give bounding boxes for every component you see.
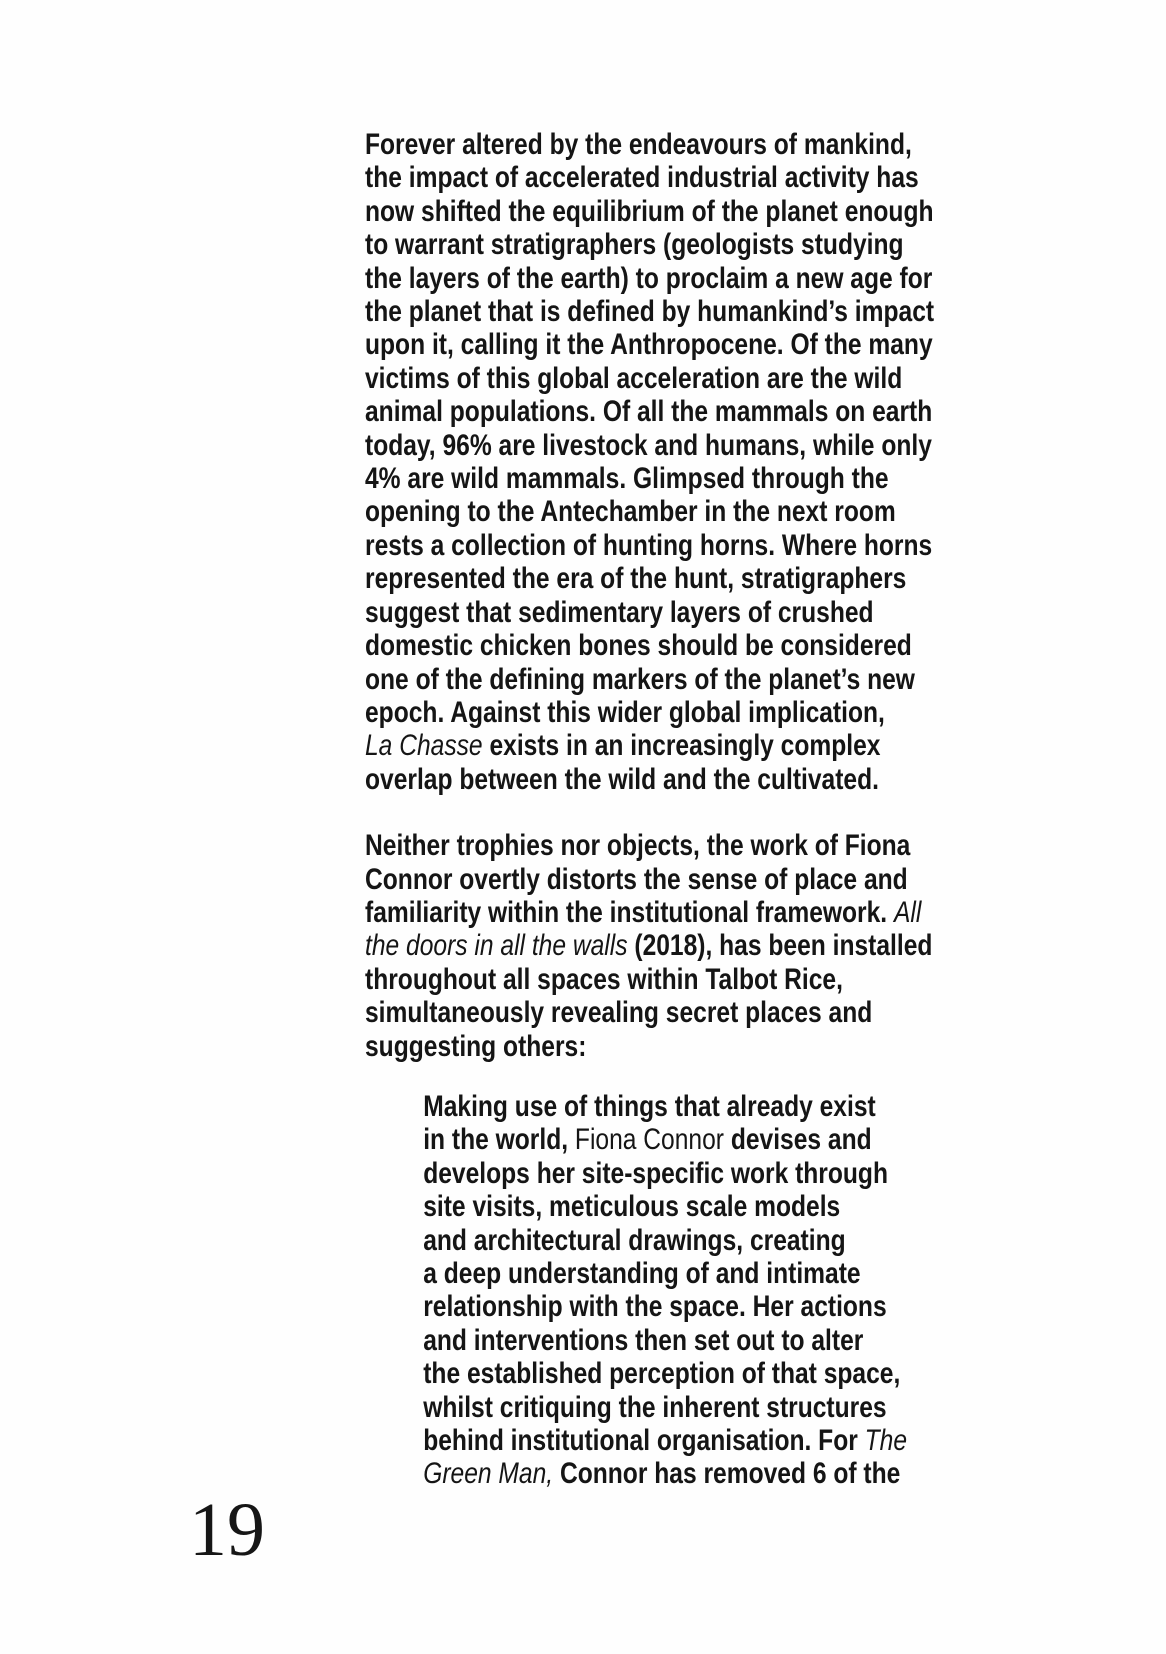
text-line xyxy=(423,1324,934,1357)
text-run: All xyxy=(893,895,922,929)
text-run: Neither trophies nor objects, the work of Fiona xyxy=(365,829,911,863)
text-line xyxy=(365,328,934,361)
text-run: the established perception of that space, xyxy=(423,1357,901,1391)
text-run: Connor overtly distorts the sense of place and xyxy=(365,862,908,896)
text-line xyxy=(423,1457,934,1490)
text-line xyxy=(365,462,934,495)
text-run: a deep understanding of and intimate xyxy=(423,1257,861,1290)
text-line xyxy=(423,1123,934,1156)
text-run: familiarity within the institutional framework. xyxy=(365,895,894,929)
text-line xyxy=(365,362,934,395)
text-run: Fiona Connor xyxy=(574,1123,724,1157)
text-run: Forever altered by the endeavours of mankind, xyxy=(365,128,912,161)
text-run: the doors in all the walls xyxy=(365,929,628,963)
text-run: throughout all spaces within Talbot Rice, xyxy=(365,962,843,996)
text-line xyxy=(365,696,934,729)
text-run: (2018), has been installed xyxy=(627,929,933,963)
text-run: and interventions then set out to alter xyxy=(423,1323,864,1357)
text-run: opening to the Antechamber in the next room xyxy=(365,495,896,529)
text-line xyxy=(365,429,934,462)
text-line xyxy=(423,1257,934,1290)
text-line xyxy=(365,495,934,528)
text-line xyxy=(423,1357,934,1390)
text-run: suggesting others: xyxy=(365,1029,587,1063)
text-line xyxy=(423,1224,934,1257)
text-run: to warrant stratigraphers (geologists studying xyxy=(365,228,904,262)
text-run: overlap between the wild and the cultivated. xyxy=(365,762,879,796)
paragraph-anthropocene xyxy=(365,128,934,796)
text-line xyxy=(365,729,934,762)
text-line xyxy=(365,629,934,662)
text-line xyxy=(365,663,934,696)
text-line xyxy=(423,1424,934,1457)
text-run: today, 96% are livestock and humans, while only xyxy=(365,428,932,462)
text-run: represented the era of the hunt, stratigraphers xyxy=(365,562,907,596)
text-line xyxy=(365,996,934,1029)
text-run: devises and xyxy=(723,1123,872,1157)
text-line xyxy=(365,395,934,428)
text-run: and architectural drawings, creating xyxy=(423,1223,846,1257)
text-run: the impact of accelerated industrial activity has xyxy=(365,161,919,195)
text-run: Making use of things that already exist xyxy=(423,1089,876,1123)
text-line xyxy=(423,1157,934,1190)
text-run: simultaneously revealing secret places and xyxy=(365,996,873,1030)
text-line xyxy=(423,1190,934,1223)
text-run: The xyxy=(864,1424,908,1458)
text-line xyxy=(365,596,934,629)
text-line xyxy=(423,1090,934,1123)
text-line xyxy=(365,829,934,862)
page-number: 19 xyxy=(189,1488,265,1572)
text-block xyxy=(365,128,934,1491)
text-line xyxy=(365,529,934,562)
blockquote-fiona-connor xyxy=(423,1090,934,1491)
text-line xyxy=(365,929,934,962)
text-run: La Chasse xyxy=(365,729,483,763)
text-run: Green Man, xyxy=(423,1457,554,1491)
text-run: relationship with the space. Her actions xyxy=(423,1290,887,1324)
text-run: 4% are wild mammals. Glimpsed through the xyxy=(365,462,889,496)
text-line xyxy=(365,161,934,194)
text-line xyxy=(365,896,934,929)
text-line xyxy=(365,128,934,161)
text-line xyxy=(365,562,934,595)
text-run: site visits, meticulous scale models xyxy=(423,1190,841,1224)
text-run: upon it, calling it the Anthropocene. Of the many xyxy=(365,328,933,362)
text-run: in the world, xyxy=(423,1123,575,1157)
text-run: whilst critiquing the inherent structures xyxy=(423,1390,887,1424)
text-line xyxy=(365,963,934,996)
text-line xyxy=(423,1290,934,1323)
text-run: animal populations. Of all the mammals on earth xyxy=(365,395,933,429)
text-line xyxy=(423,1391,934,1424)
text-run: domestic chicken bones should be considered xyxy=(365,629,912,663)
text-run: now shifted the equilibrium of the planet enough xyxy=(365,194,934,228)
text-run: Connor has removed 6 of the xyxy=(553,1457,901,1491)
text-line xyxy=(365,195,934,228)
text-run: the planet that is defined by humankind’s impact xyxy=(365,295,935,329)
text-line xyxy=(365,295,934,328)
paragraph-fiona-connor xyxy=(365,829,934,1063)
text-line xyxy=(365,262,934,295)
text-run: develops her site-specific work through xyxy=(423,1156,888,1190)
text-run: one of the defining markers of the planet’s new xyxy=(365,662,915,696)
text-line xyxy=(365,1030,934,1063)
text-run: epoch. Against this wider global implication, xyxy=(365,695,885,729)
text-run: behind institutional organisation. For xyxy=(423,1424,865,1458)
text-run: exists in an increasingly complex xyxy=(482,729,881,763)
text-line xyxy=(365,763,934,796)
text-run: rests a collection of hunting horns. Where horns xyxy=(365,528,933,562)
text-run: the layers of the earth) to proclaim a new age for xyxy=(365,261,933,295)
text-line xyxy=(365,228,934,261)
text-run: victims of this global acceleration are the wild xyxy=(365,361,903,395)
text-run: suggest that sedimentary layers of crushed xyxy=(365,595,874,629)
text-line xyxy=(365,863,934,896)
